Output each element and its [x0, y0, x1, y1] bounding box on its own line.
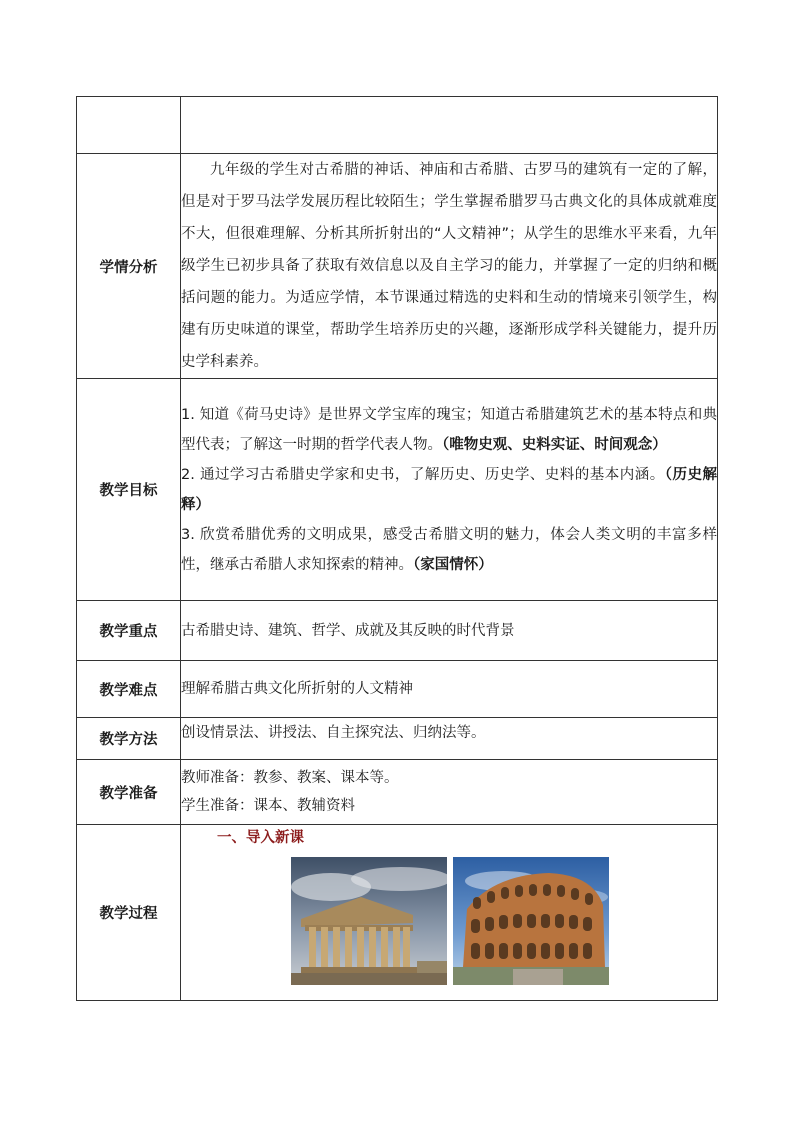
table-row-methods	[77, 718, 718, 760]
goal-item	[181, 400, 717, 460]
preparation-label: 教学准备	[77, 760, 181, 825]
methods-text: 创设情景法、讲授法、自主探究法、归纳法等。	[181, 718, 718, 760]
colosseum-image	[453, 857, 609, 985]
goals-content	[181, 379, 718, 601]
goals-label: 教学目标	[77, 379, 181, 601]
goal-text: 1. 知道《荷马史诗》是世界文学宝库的瑰宝；知道古希腊建筑艺术的基本特点和典型代表；了解这一时期的哲学代表人物。	[181, 406, 717, 453]
table-row-analysis	[77, 154, 718, 379]
methods-label: 教学方法	[77, 718, 181, 760]
photo-row	[291, 857, 717, 985]
table-row-goals	[77, 379, 718, 601]
parthenon-image	[291, 857, 447, 985]
student-prep: 学生准备：课本、教辅资料	[181, 798, 355, 814]
key-points-text: 古希腊史诗、建筑、哲学、成就及其反映的时代背景	[181, 601, 718, 661]
goal-item	[181, 460, 717, 520]
goal-text: 2. 通过学习古希腊史学家和史书，了解历史、历史学、史料的基本内涵。	[181, 466, 665, 483]
table-row-top-blank	[77, 97, 718, 154]
preparation-content	[181, 760, 718, 825]
key-points-label: 教学重点	[77, 601, 181, 661]
goal-tag: （唯物史观、史料实证、时间观念）	[442, 436, 667, 453]
table-row-difficulty	[77, 661, 718, 718]
goal-item	[181, 520, 717, 580]
difficulty-label: 教学难点	[77, 661, 181, 718]
goal-text: 3. 欣赏希腊优秀的文明成果，感受古希腊文明的魅力，体会人类文明的丰富多样性，继承古希腊人求知探索的精神。	[181, 526, 717, 573]
goal-tag: （家国情怀）	[413, 556, 493, 573]
goal-tag: （历史解释）	[181, 466, 717, 513]
blank-label-cell	[77, 97, 181, 154]
table-row-preparation	[77, 760, 718, 825]
analysis-content	[181, 154, 718, 379]
process-content	[181, 825, 718, 1001]
teacher-prep: 教师准备：教参、教案、课本等。	[181, 770, 399, 786]
process-label: 教学过程	[77, 825, 181, 1001]
table-row-key-points	[77, 601, 718, 661]
analysis-label: 学情分析	[77, 154, 181, 379]
difficulty-text: 理解希腊古典文化所折射的人文精神	[181, 661, 718, 718]
blank-content-cell	[181, 97, 718, 154]
section-title: 一、导入新课	[217, 830, 304, 846]
lesson-plan-table	[76, 96, 718, 1001]
table-row-process	[77, 825, 718, 1001]
analysis-text: 九年级的学生对古希腊的神话、神庙和古希腊、古罗马的建筑有一定的了解，但是对于罗马法学发展历程比较陌生；学生掌握希腊罗马古典文化的具体成就难度不大，但很难理解、分析其所折射出的“人文精神”；从学生的思维水平来看，九年级学生已初步具备了获取有效信息以及自主学习的能力，并掌握了一定的归纳和概括问题的能力。为适应学情，本节课通过精选的史料和生动的情境来引领学生，构建有历史味道的课堂，帮助学生培养历史的兴趣，逐渐形成学科关键能力，提升历史学科素养。	[181, 162, 717, 370]
